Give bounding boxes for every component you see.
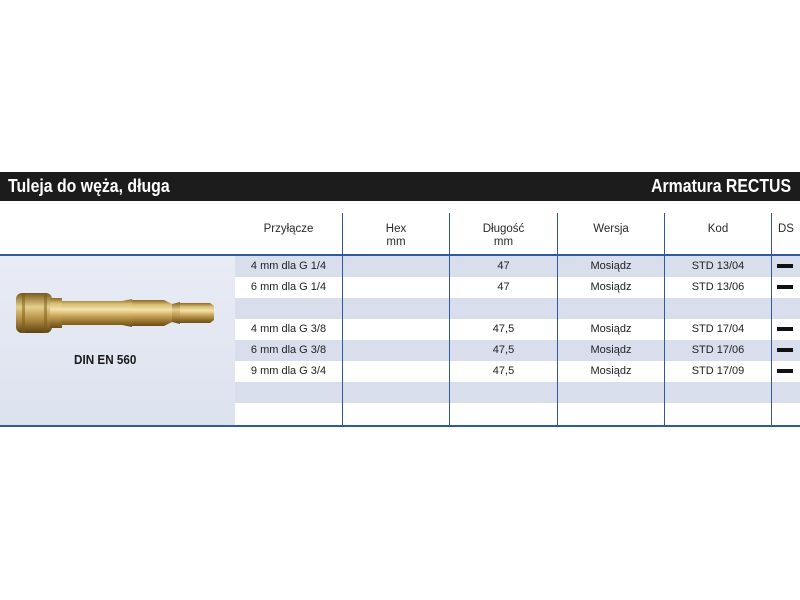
brand-title: Armatura RECTUS [651,176,791,196]
column-divider [342,213,343,425]
cell-przylacze: 4 mm dla G 1/4 [250,260,327,272]
ds-availability-icon [777,264,793,268]
cell-dlugosc: 47 [497,260,510,272]
column-header-ds-label: DS [778,223,794,235]
table-row [235,319,800,340]
table-row [235,340,800,361]
column-header-dlugosc-label: Długość [482,223,525,235]
cell-wersja: Mosiądz [590,260,632,272]
cell-hex [343,256,449,277]
page-title: Tuleja do węża, długa [8,176,170,196]
table-row [235,277,800,298]
column-divider [557,213,558,425]
table-header [0,213,800,254]
column-header-dlugosc [450,213,557,254]
cell-wersja: Mosiądz [590,344,632,356]
cell-wersja: Mosiądz [590,323,632,335]
cell-wersja [558,382,664,403]
column-divider [664,213,665,425]
column-divider [771,213,772,425]
cell-dlugosc [450,403,557,424]
cell-dlugosc [450,298,557,319]
column-header-kod-label: Kod [707,223,729,235]
cell-przylacze [235,382,342,403]
cell-przylacze [235,403,342,424]
ds-availability-icon [777,369,793,373]
ds-availability-icon [777,348,793,352]
table-bottom-rule [0,425,800,427]
column-header-hex-label: Hex [385,223,407,235]
cell-przylacze: 6 mm dla G 3/8 [250,344,327,356]
column-header-hex-unit: mm [386,236,406,248]
cell-kod [665,382,771,403]
column-header-przylacze [235,213,342,254]
cell-dlugosc: 47,5 [492,365,515,377]
table-row [235,382,800,403]
table-row [235,298,800,319]
brass-hose-fitting-icon [14,284,216,342]
column-header-dlugosc-unit: mm [493,236,514,248]
cell-przylacze: 6 mm dla G 1/4 [250,281,327,293]
cell-kod: STD 13/04 [691,260,745,272]
cell-kod: STD 13/06 [691,281,745,293]
cell-kod: STD 17/09 [691,365,745,377]
column-header-przylacze-label: Przyłącze [263,223,314,235]
column-header-ds [772,213,800,254]
cell-hex [343,403,449,424]
column-header-wersja-label: Wersja [593,223,629,235]
ds-availability-icon [777,285,793,289]
cell-dlugosc: 47 [497,281,510,293]
cell-kod: STD 17/06 [691,344,745,356]
table-row [235,403,800,424]
table-row [235,361,800,382]
column-header-wersja [558,213,664,254]
ds-availability-icon [777,327,793,331]
cell-hex [343,277,449,298]
title-bar [0,172,800,201]
cell-hex [343,298,449,319]
table-row [235,256,800,277]
cell-wersja: Mosiądz [590,281,632,293]
column-header-hex [343,213,449,254]
cell-wersja: Mosiądz [590,365,632,377]
column-divider [449,213,450,425]
cell-wersja [558,298,664,319]
cell-przylacze [235,298,342,319]
cell-kod [665,403,771,424]
cell-hex [343,340,449,361]
standard-label: DIN EN 560 [74,352,137,367]
cell-dlugosc: 47,5 [492,323,515,335]
cell-przylacze: 9 mm dla G 3/4 [250,365,327,377]
column-header-kod [665,213,771,254]
cell-kod: STD 17/04 [691,323,745,335]
cell-hex [343,319,449,340]
cell-hex [343,382,449,403]
product-panel [0,256,235,425]
cell-dlugosc [450,382,557,403]
cell-przylacze: 4 mm dla G 3/8 [250,323,327,335]
cell-wersja [558,403,664,424]
cell-dlugosc: 47,5 [492,344,515,356]
cell-kod [665,298,771,319]
cell-hex [343,361,449,382]
